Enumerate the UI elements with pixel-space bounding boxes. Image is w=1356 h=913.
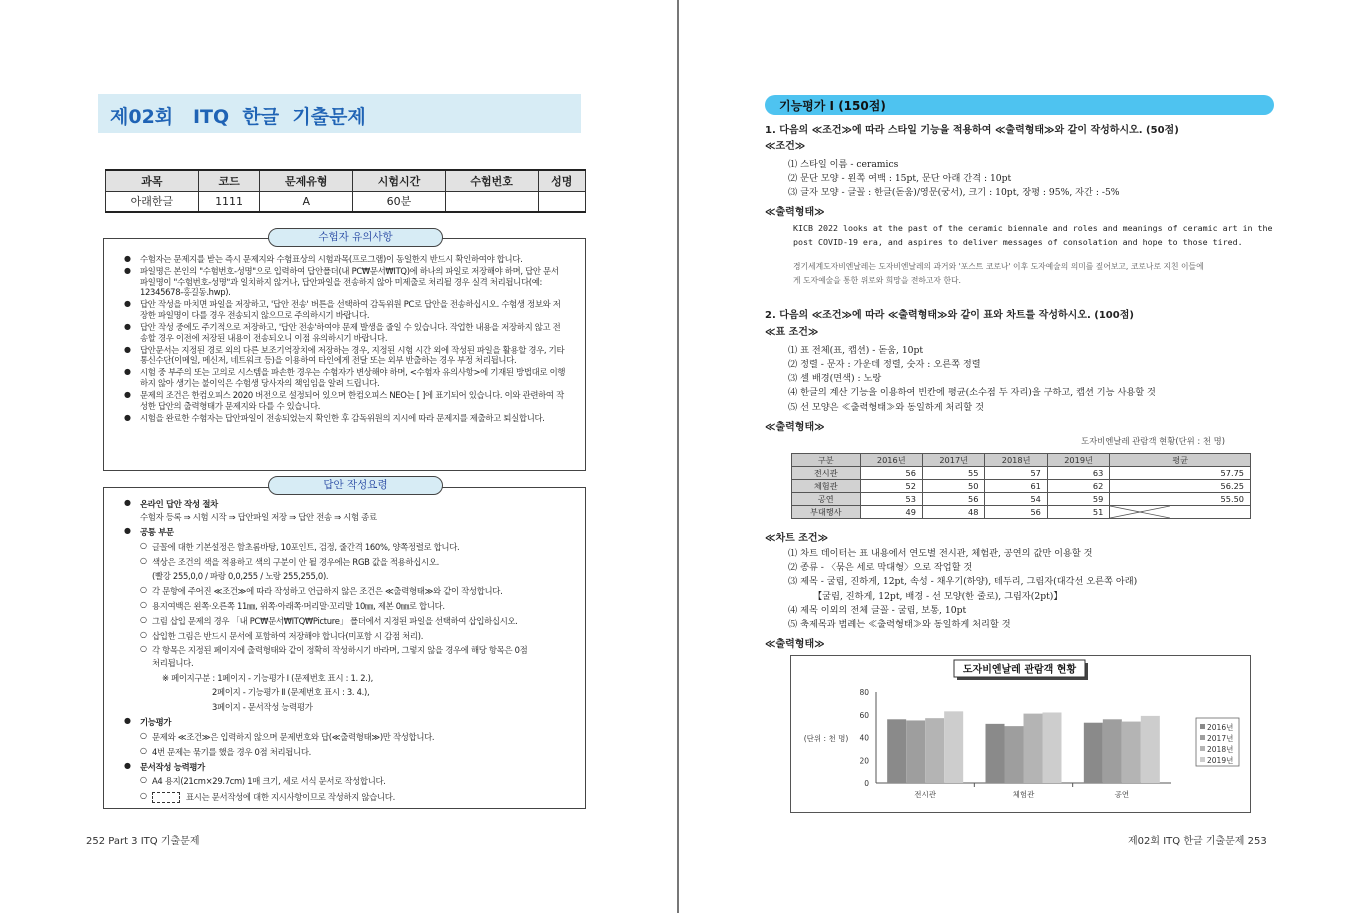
table-row xyxy=(792,480,1251,493)
table-cell: 57 xyxy=(985,467,1047,480)
legend-label: 2019년 xyxy=(1207,756,1234,765)
bar xyxy=(1122,722,1141,783)
table-row xyxy=(792,506,1251,519)
q2-table-condition-label: ≪표 조건≫ xyxy=(765,327,819,338)
info-cell: A xyxy=(260,191,353,212)
diagonal-empty-cell xyxy=(1110,506,1251,519)
bar xyxy=(925,718,944,783)
table-header: 평균 xyxy=(1110,454,1251,467)
table-cell: 59 xyxy=(1047,493,1109,506)
info-header: 시험시간 xyxy=(353,170,446,191)
guide-line: 수험자 등록 ⇒ 시험 시작 ⇒ 답안파일 저장 ⇒ 답안 전송 ⇒ 시험 종료 xyxy=(140,512,377,522)
guide-heading: ● 온라인 답안 작성 절차 xyxy=(140,498,218,510)
chart-condition: ⑷ 제목 이외의 전체 글꼴 - 굴림, 보통, 10pt xyxy=(788,605,967,616)
chart-output-label: ≪출력형태≫ xyxy=(765,639,825,650)
table-header: 2018년 xyxy=(985,454,1047,467)
table-cell: 50 xyxy=(922,480,984,493)
guide-line: ○ 색상은 조건의 색을 적용하고 색의 구분이 안 될 경우에는 RGB 값을 적용하십시오. xyxy=(152,556,439,568)
table-cell: 63 xyxy=(1047,467,1109,480)
notice-item: ● 파일명은 본인의 "수험번호-성명"으로 입력하여 답안폴더(내 PC₩문서₩ITQ)에 하나의 파일로 저장해야 하며, 답안 문서 파일명이 "수험번호-성명"과 일치하지 않거나, 답안파일을 전송하지 않아 미제출로 처리될 경우 실격 처리됩니다(예: 12345678-홍길동.hwp). xyxy=(124,266,567,298)
q2-output-label: ≪출력형태≫ xyxy=(765,422,825,433)
chart-condition: 【굴림, 진하게, 12pt, 배경 - 선 모양(한 줄로), 그림자(2pt)】 xyxy=(813,591,1063,602)
y-tick-label: 40 xyxy=(859,733,869,743)
dashed-box-icon xyxy=(152,792,180,803)
visitor-table xyxy=(791,453,1251,519)
q1-korean-text: 경기세계도자비엔날레는 도자비엔날레의 과거와 '포스트 코로나' 이후 도자예술의 의미를 짚어보고, 코로나로 지친 이들에 xyxy=(793,262,1204,271)
notice-item: ● 시험 중 부주의 또는 고의로 시스템을 파손한 경우는 수험자가 변상해야 하며, <수험자 유의사항>에 기재된 방법대로 이행하지 않아 생기는 불이익은 수험생 당사자의 책임임을 알려 드립니다. xyxy=(124,367,567,388)
guide-line: ○ A4 용지(21cm×29.7cm) 1매 크기, 세로 서식 문서로 작성합니다. xyxy=(152,775,386,787)
chart-condition: ⑸ 축제목과 범례는 ≪출력형태≫와 동일하게 처리할 것 xyxy=(788,619,1011,630)
bar xyxy=(1043,712,1062,783)
table-cell: 61 xyxy=(985,480,1047,493)
info-cell: 60분 xyxy=(353,191,446,212)
y-tick-label: 0 xyxy=(864,779,869,788)
q2-table-condition: ⑶ 셀 배경(면색) : 노랑 xyxy=(788,373,882,384)
table-cell: 55.50 xyxy=(1110,493,1251,506)
legend-label: 2018년 xyxy=(1207,745,1234,754)
table-cell: 56.25 xyxy=(1110,480,1251,493)
guide-line: ○ 글꼴에 대한 기본설정은 함초롬바탕, 10포인트, 검정, 줄간격 160%, 양쪽정렬로 합니다. xyxy=(152,541,459,553)
legend-swatch xyxy=(1200,735,1205,740)
x-tick-label: 공연 xyxy=(1114,790,1130,799)
row-label: 전시관 xyxy=(792,467,861,480)
table-header: 2019년 xyxy=(1047,454,1109,467)
guide-line: ○ 그림 삽입 문제의 경우 「내 PC₩문서₩ITQ₩Picture」 폴더에서 지정된 파일을 선택하여 삽입하십시오. xyxy=(152,615,518,627)
chart-condition: ⑵ 종류 - 〈묶은 세로 막대형〉으로 작업할 것 xyxy=(788,562,973,573)
chart-condition: ⑶ 제목 - 굴림, 진하게, 12pt, 속성 - 채우기(하양), 테두리, 그림자(대각선 오른쪽 아래) xyxy=(788,576,1138,587)
bar xyxy=(1141,716,1160,783)
exam-info-table xyxy=(105,169,586,213)
table-cell: 56 xyxy=(922,493,984,506)
guide-line: ○ 용지여백은 왼쪽·오른쪽 11㎜, 위쪽·아래쪽·머리말·꼬리말 10㎜, 제본 0㎜로 합니다. xyxy=(152,600,445,612)
q1-english-text: KICB 2022 looks at the past of the ceramic biennale and roles and meanings of ceramic art in the xyxy=(793,223,1273,233)
right-page xyxy=(679,0,1356,913)
q1-condition: ⑶ 글자 모양 - 글꼴 : 한글(돋움)/영문(궁서), 크기 : 10pt, 장평 : 95%, 자간 : -5% xyxy=(788,187,1120,198)
guide-heading: ● 기능평가 xyxy=(140,716,171,728)
guide-line: ※ 페이지구분 : 1페이지 - 기능평가 Ⅰ (문제번호 표시 : 1. 2.), xyxy=(162,673,373,683)
guide-heading: ● 공통 부문 xyxy=(140,526,174,538)
diagonal-cross-icon xyxy=(1110,506,1170,518)
guide-box xyxy=(103,487,586,809)
table-row xyxy=(792,467,1251,480)
guide-line: ○ 각 문항에 주어진 ≪조건≫에 따라 작성하고 언급하지 않은 조건은 ≪출력형태≫와 같이 작성합니다. xyxy=(152,585,502,597)
bar xyxy=(944,711,963,783)
guide-line: ○ 각 항목은 지정된 페이지에 출력형태와 같이 정확히 작성하시기 바라며, 그렇지 않을 경우에 해당 항목은 0점 xyxy=(152,644,527,656)
q1-heading: 1. 다음의 ≪조건≫에 따라 스타일 기능을 적용하여 ≪출력형태≫와 같이 작성하시오. (50점) xyxy=(765,125,1179,136)
table-header: 2017년 xyxy=(922,454,984,467)
q2-heading: 2. 다음의 ≪조건≫에 따라 ≪출력형태≫와 같이 표와 차트를 작성하시오. (100점) xyxy=(765,310,1134,321)
table-row xyxy=(792,493,1251,506)
legend-label: 2016년 xyxy=(1207,723,1234,732)
info-header: 성명 xyxy=(538,170,585,191)
guide-heading: ● 문서작성 능력평가 xyxy=(140,761,205,773)
notice-item: ● 수험자는 문제지를 받는 즉시 문제지와 수험표상의 시험과목(프로그램)이 동일한지 반드시 확인하여야 합니다. xyxy=(124,254,567,265)
bar xyxy=(1084,723,1103,783)
guide-line-last xyxy=(152,791,395,803)
chart-frame xyxy=(790,655,1251,813)
legend-swatch xyxy=(1200,724,1205,729)
table-header: 2016년 xyxy=(860,454,922,467)
notice-item: ● 답안 작성을 마치면 파일을 저장하고, '답안 전송' 버튼을 선택하여 감독위원 PC로 답안을 전송하십시오. 수험생 정보와 저장한 파일명이 다를 경우 전송되지 않으므로 주의하시기 바랍니다. xyxy=(124,299,567,320)
q1-condition-label: ≪조건≫ xyxy=(765,141,806,152)
notice-box xyxy=(103,238,586,471)
guide-line: ○ 4번 문제는 묶기를 했을 경우 0점 처리됩니다. xyxy=(152,746,311,758)
table-cell: 55 xyxy=(922,467,984,480)
bar xyxy=(986,724,1005,783)
table-cell: 54 xyxy=(985,493,1047,506)
table-cell: 49 xyxy=(860,506,922,519)
row-label: 체험관 xyxy=(792,480,861,493)
notice-item: ● 문제의 조건은 한컴오피스 2020 버전으로 설정되어 있으며 한컴오피스 NEO는 [ ]에 표기되어 있습니다. 이와 관련하여 작성한 답안의 출력형태가 문제지와 다를 수 있습니다. xyxy=(124,390,567,411)
chart-condition-label: ≪차트 조건≫ xyxy=(765,533,829,544)
table-cell: 48 xyxy=(922,506,984,519)
table-cell: 52 xyxy=(860,480,922,493)
section-title-bar xyxy=(765,95,1274,115)
table-cell: 51 xyxy=(1047,506,1109,519)
legend-label: 2017년 xyxy=(1207,734,1234,743)
info-cell xyxy=(538,191,585,212)
notice-item: ● 답안 작성 중에도 주기적으로 저장하고, '답안 전송'하여야 문제 발생을 줄일 수 있습니다. 작업한 내용을 저장하지 않고 전송할 경우 이전에 저장된 내용이 전송되오니 이점 유의하시기 바랍니다. xyxy=(124,322,567,343)
bar xyxy=(1024,714,1043,783)
table-cell: 53 xyxy=(860,493,922,506)
guide-line: 3페이지 - 문서작성 능력평가 xyxy=(212,702,313,712)
y-tick-label: 20 xyxy=(859,756,869,766)
notice-list xyxy=(104,254,585,423)
info-cell: 아래한글 xyxy=(106,191,199,212)
info-cell xyxy=(445,191,538,212)
notice-title: 수험자 유의사항 xyxy=(268,228,443,247)
right-footer: 제02회 ITQ 한글 기출문제 253 xyxy=(1128,836,1267,847)
q1-condition: ⑴ 스타일 이름 - ceramics xyxy=(788,159,899,170)
exam-title: 제02회 ITQ 한글 기출문제 xyxy=(110,106,366,128)
q1-output-label: ≪출력형태≫ xyxy=(765,207,825,218)
y-tick-label: 80 xyxy=(859,688,869,697)
notice-item: ● 답안문서는 지정된 경로 외의 다른 보조기억장치에 저장하는 경우, 지정된 시험 시간 외에 작성된 파일을 활용할 경우, 기타 통신수단(이메일, 메신저, 네트워크 등)을 이용하여 타인에게 전달 또는 외부 반출하는 경우 부정 처리됩니다. xyxy=(124,345,567,366)
guide-line: 처리됩니다. xyxy=(152,658,194,668)
legend-swatch xyxy=(1200,746,1205,751)
table-cell: 56 xyxy=(860,467,922,480)
info-header: 코드 xyxy=(198,170,260,191)
guide-line: ○ 문제와 ≪조건≫은 입력하지 않으며 문제번호와 답(≪출력형태≫)만 작성합니다. xyxy=(152,731,434,743)
guide-line-text: 표시는 문서작성에 대한 지시사항이므로 작성하지 않습니다. xyxy=(186,792,395,802)
q2-table-condition: ⑷ 한글의 계산 기능을 이용하여 빈칸에 평균(소수점 두 자리)을 구하고, 캡션 기능 사용할 것 xyxy=(788,387,1156,398)
guide-line: 2페이지 - 기능평가 Ⅱ (문제번호 표시 : 3. 4.), xyxy=(212,687,370,697)
x-tick-label: 전시관 xyxy=(914,790,937,799)
q2-table-condition: ⑴ 표 전체(표, 캡션) - 돋움, 10pt xyxy=(788,345,924,356)
q1-english-text: post COVID-19 era, and aspires to deliver messages of consolation and hope to those tired. xyxy=(793,237,1243,247)
bar xyxy=(1005,726,1024,783)
bar-chart xyxy=(791,656,1250,812)
row-label: 부대행사 xyxy=(792,506,861,519)
section-title: 기능평가 Ⅰ (150점) xyxy=(779,99,886,113)
chart-title: 도자비엔날레 관람객 현황 xyxy=(962,664,1077,676)
q2-table-condition: ⑸ 선 모양은 ≪출력형태≫와 동일하게 처리할 것 xyxy=(788,402,984,413)
notice-item: ● 시험을 완료한 수험자는 답안파일이 전송되었는지 확인한 후 감독위원의 지시에 따라 문제지를 제출하고 퇴실합니다. xyxy=(124,413,567,424)
info-header: 문제유형 xyxy=(260,170,353,191)
left-page xyxy=(0,0,677,913)
info-header: 수험번호 xyxy=(445,170,538,191)
row-label: 공연 xyxy=(792,493,861,506)
guide-title: 답안 작성요령 xyxy=(268,476,443,495)
legend-swatch xyxy=(1200,757,1205,762)
left-footer: 252 Part 3 ITQ 기출문제 xyxy=(86,836,200,847)
q1-condition: ⑵ 문단 모양 - 왼쪽 여백 : 15pt, 문단 아래 간격 : 10pt xyxy=(788,173,1012,184)
info-header: 과목 xyxy=(106,170,199,191)
x-tick-label: 체험관 xyxy=(1012,790,1035,799)
guide-line: ○ 삽입한 그림은 반드시 문서에 포함하여 저장해야 합니다(미포함 시 감점 처리). xyxy=(152,630,423,642)
table-cell: 62 xyxy=(1047,480,1109,493)
y-axis-title: (단위 : 천 명) xyxy=(803,734,849,743)
chart-condition: ⑴ 차트 데이터는 표 내용에서 연도별 전시관, 체험관, 공연의 값만 이용할 것 xyxy=(788,548,1093,559)
y-tick-label: 60 xyxy=(859,710,869,720)
exam-title-bar xyxy=(98,94,581,133)
q2-table-condition: ⑵ 정렬 - 문자 : 가운데 정렬, 숫자 : 오른쪽 정렬 xyxy=(788,359,981,370)
info-cell: 1111 xyxy=(198,191,260,212)
table-cell: 57.75 xyxy=(1110,467,1251,480)
table-cell: 56 xyxy=(985,506,1047,519)
table-caption: 도자비엔날레 관람객 현황(단위 : 천 명) xyxy=(1081,436,1226,446)
q1-korean-text: 게 도자예술을 통한 위로와 희망을 전하고자 한다. xyxy=(793,276,961,285)
bar xyxy=(1103,719,1122,783)
bar xyxy=(887,719,906,783)
table-header: 구분 xyxy=(792,454,861,467)
guide-line: (빨강 255,0,0 / 파랑 0,0,255 / 노랑 255,255,0). xyxy=(152,571,329,581)
bar xyxy=(906,720,925,783)
